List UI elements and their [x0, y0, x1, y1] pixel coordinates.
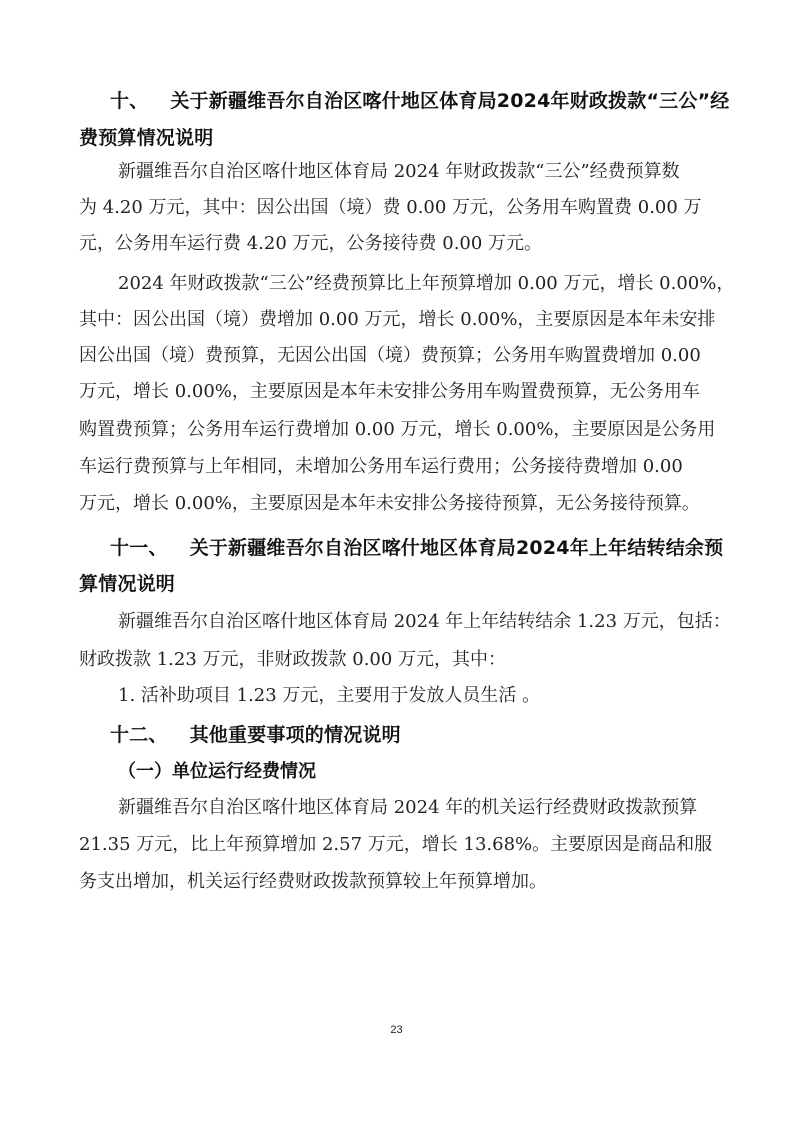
- page-number: 23: [390, 1024, 403, 1036]
- section-12-para1-line: 新疆维吾尔自治区喀什地区体育局 2024 年的机关运行经费财政拨款预算: [118, 797, 698, 818]
- section-10-para2-line: 万元，增长 0.00%，主要原因是本年未安排公务接待预算，无公务接待预算。: [79, 493, 700, 514]
- section-10-para2-line: 因公出国（境）费预算，无因公出国（境）费预算；公务用车购置费增加 0.00: [79, 345, 701, 366]
- section-10-para1-line: 元，公务用车运行费 4.20 万元，公务接待费 0.00 万元。: [79, 233, 543, 254]
- section-10-para1-line: 新疆维吾尔自治区喀什地区体育局 2024 年财政拨款“三公”经费预算数: [118, 161, 680, 182]
- section-12-para1-line: 21.35 万元，比上年预算增加 2.57 万元，增长 13.68%。主要原因是商品和服: [79, 834, 713, 855]
- section-10-heading: [110, 83, 730, 119]
- section-10-title-line1: 关于新疆维吾尔自治区喀什地区体育局2024年财政拨款“三公”经: [170, 90, 730, 112]
- section-10-para1-line: 为 4.20 万元，其中：因公出国（境）费 0.00 万元，公务用车购置费 0.00 万: [79, 197, 702, 218]
- section-11-item1: 1. 活补助项目 1.23 万元，主要用于发放人员生活 。: [118, 685, 541, 706]
- section-10-title-line2: 费预算情况说明: [79, 127, 214, 149]
- section-11-heading: [110, 530, 724, 566]
- section-11-para1-line: 新疆维吾尔自治区喀什地区体育局 2024 年上年结转结余 1.23 万元，包括：: [118, 611, 731, 632]
- section-11-title-line1: 关于新疆维吾尔自治区喀什地区体育局2024年上年结转结余预: [189, 537, 724, 559]
- section-10-para2-line: 购置费预算；公务用车运行费增加 0.00 万元，增长 0.00%，主要原因是公务用: [79, 419, 716, 440]
- section-11-para1-line: 财政拨款 1.23 万元，非财政拨款 0.00 万元，其中：: [79, 649, 507, 670]
- section-10-para2-line: 其中：因公出国（境）费增加 0.00 万元，增长 0.00%，主要原因是本年未安排: [79, 309, 716, 330]
- section-11-number: 十一、: [110, 537, 168, 559]
- section-11-title-line2: 算情况说明: [79, 573, 176, 595]
- section-10-para2-line: 2024 年财政拨款“三公”经费预算比上年预算增加 0.00 万元，增长 0.00%，: [118, 273, 735, 294]
- section-10-number: 十、: [110, 90, 149, 112]
- section-12-subheading: （一）单位运行经费情况: [118, 761, 316, 782]
- section-10-para2-line: 万元，增长 0.00%，主要原因是本年未安排公务用车购置费预算，无公务用车: [79, 381, 700, 402]
- section-10-para2-line: 车运行费预算与上年相同，未增加公务用车运行费用；公务接待费增加 0.00: [79, 456, 683, 477]
- section-12-para1-line: 务支出增加，机关运行经费财政拨款预算较上年预算增加。: [79, 871, 547, 892]
- section-12-heading: [110, 717, 710, 753]
- section-12-title: 其他重要事项的情况说明: [189, 724, 401, 746]
- section-12-number: 十二、: [110, 724, 168, 746]
